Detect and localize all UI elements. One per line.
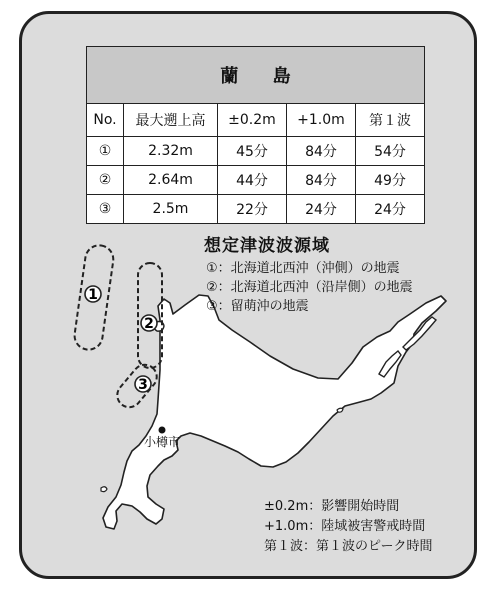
table-cell: 84分 [287,137,356,166]
table-cell: 24分 [356,195,425,224]
zone-2-marker [141,315,157,332]
zone-2-number: 2 [144,316,154,332]
table-cell: ③ [87,195,124,224]
legend-item-1: ①：北海道北西沖（沖側）の地震 [206,261,400,276]
southern-islet [101,487,107,492]
header-first-wave: 第１波 [356,104,425,137]
tsunami-table [86,46,425,224]
table-cell: 22分 [218,195,287,224]
table-cell: 2.5m [124,195,218,224]
table-cell: 45分 [218,137,287,166]
table-row [87,195,425,224]
zone-1-number: 1 [88,287,98,303]
table-header-row [87,104,425,137]
zone-3-marker [135,376,151,393]
table-cell: ① [87,137,124,166]
header-1-0m: +1.0m [287,104,356,137]
zone-1-marker [85,286,101,303]
otaru-city-label: 小樽市 [144,435,181,449]
table-cell: 2.64m [124,166,218,195]
legend-item-3: ③：留萌沖の地震 [206,299,309,314]
table-cell: 54分 [356,137,425,166]
table-row [87,166,425,195]
table-cell: 2.32m [124,137,218,166]
header-no: No. [87,104,124,137]
table-cell: ② [87,166,124,195]
header-max-runup: 最大遡上高 [124,104,218,137]
table-cell: 84分 [287,166,356,195]
table-cell: 49分 [356,166,425,195]
legend-title: 想定津波波源域 [204,236,330,256]
hokkaido-landmass [103,295,446,529]
note-0-2m: ±0.2m：影響開始時間 [264,499,400,514]
table-row [87,137,425,166]
note-first-wave: 第１波：第１波のピーク時間 [264,539,433,554]
table-cell: 44分 [218,166,287,195]
table-title: 蘭 島 [87,47,425,104]
zone-3-number: 3 [138,377,148,393]
note-1-0m: +1.0m：陸域被害警戒時間 [264,519,426,534]
kuril-island-small [337,408,343,412]
table-cell: 24分 [287,195,356,224]
header-0-2m: ±0.2m [218,104,287,137]
legend-item-2: ②：北海道北西沖（沿岸側）の地震 [206,280,413,295]
